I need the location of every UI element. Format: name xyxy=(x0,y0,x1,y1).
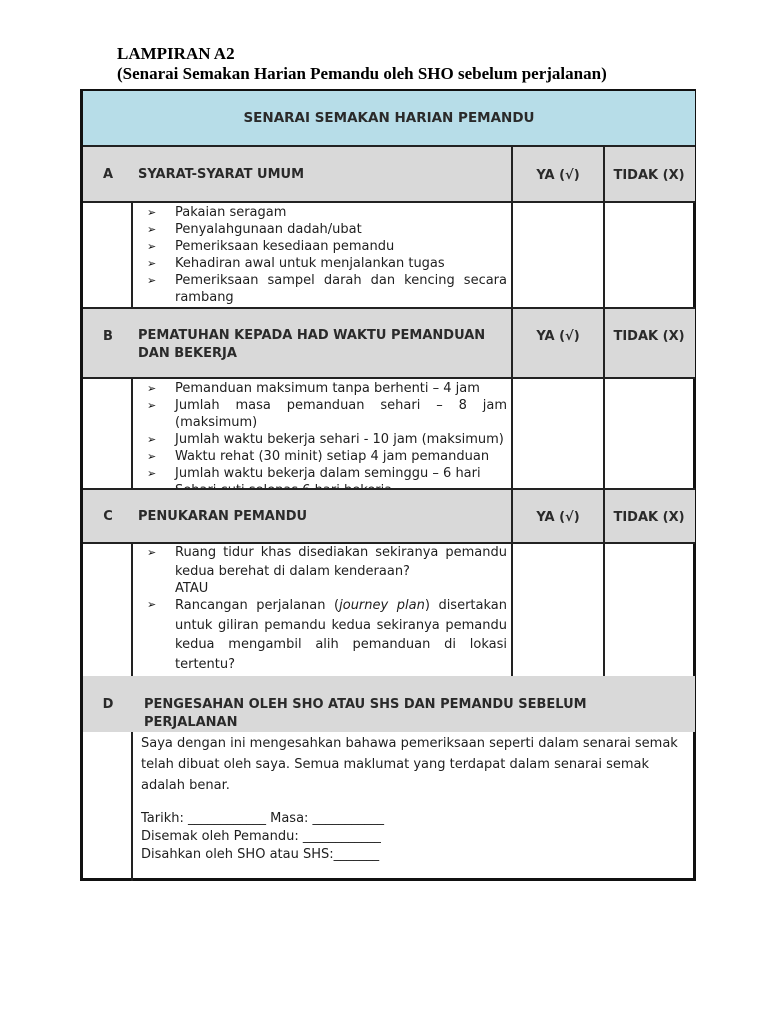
list-item: ➢ Waktu rehat (30 minit) setiap 4 jam pemanduan xyxy=(147,449,490,464)
section-b-items xyxy=(141,380,507,499)
arrow-bullet-icon: ➢ xyxy=(147,240,157,253)
list-item: ➢ Pemeriksaan sampel darah dan kencing secara rambang xyxy=(147,273,507,305)
arrow-bullet-icon: ➢ xyxy=(147,546,157,559)
section-a-letter: A xyxy=(102,167,114,182)
arrow-bullet-icon: ➢ xyxy=(147,257,157,270)
arrow-bullet-icon: ➢ xyxy=(147,467,157,480)
section-a-title: SYARAT-SYARAT UMUM xyxy=(138,167,305,182)
section-a-ya-label: YA (√) xyxy=(536,168,580,183)
tidak-column-divider xyxy=(603,147,605,676)
arrow-bullet-icon: ➢ xyxy=(147,450,157,463)
section-b-letter: B xyxy=(103,329,113,344)
list-item: ➢ Pemeriksaan kesediaan pemandu xyxy=(147,239,395,254)
section-b-title: PEMATUHAN KEPADA HAD WAKTU PEMANDUAN DAN BEKERJA xyxy=(138,328,486,361)
page-subtitle: (Senarai Semakan Harian Pemandu oleh SHO sebelum perjalanan) xyxy=(117,64,607,83)
arrow-bullet-icon: ➢ xyxy=(147,399,157,412)
section-b-ya-label: YA (√) xyxy=(536,329,580,344)
arrow-bullet-icon: ➢ xyxy=(147,223,157,236)
section-c-title: PENUKARAN PEMANDU xyxy=(138,509,308,524)
arrow-bullet-icon: ➢ xyxy=(147,206,157,219)
list-item: ➢ Jumlah masa pemanduan sehari – 8 jam (maksimum) xyxy=(147,398,507,430)
list-item: ➢ Penyalahgunaan dadah/ubat xyxy=(147,222,362,237)
section-c-ya-label: YA (√) xyxy=(536,510,580,525)
arrow-bullet-icon: ➢ xyxy=(147,274,157,287)
tarikh-masa-line: Tarikh: ____________ Masa: ___________ xyxy=(141,811,385,826)
list-item: ➢ Jumlah waktu bekerja sehari - 10 jam (maksimum) xyxy=(147,432,504,447)
section-c-items-2 xyxy=(141,596,507,674)
checklist-table xyxy=(80,89,696,881)
section-d-letter: D xyxy=(102,697,114,712)
section-a-items xyxy=(141,204,507,306)
list-item: ➢ Rancangan perjalanan (journey plan) disertakan untuk giliran pemandu kedua sekiranya pemandu kedua mengambil alih pemanduan di lokasi tertentu? xyxy=(147,598,507,672)
section-c-tidak-label: TIDAK (X) xyxy=(613,510,685,525)
section-d-title: PENGESAHAN OLEH SHO ATAU SHS DAN PEMANDU SEBELUM PERJALANAN xyxy=(144,697,587,730)
disemak-line: Disemak oleh Pemandu: ____________ xyxy=(141,829,381,844)
list-item: ➢ Pakaian seragam xyxy=(147,205,287,220)
arrow-bullet-icon: ➢ xyxy=(147,382,157,395)
arrow-bullet-icon: ➢ xyxy=(147,433,157,446)
section-a-tidak-label: TIDAK (X) xyxy=(613,168,685,183)
list-item: ➢ Jumlah waktu bekerja dalam seminggu – 6 hari xyxy=(147,466,481,481)
ya-column-divider xyxy=(511,147,513,676)
list-item: ➢ Pemanduan maksimum tanpa berhenti – 4 jam xyxy=(147,381,480,396)
atau-label: ATAU xyxy=(175,581,209,596)
table-title: SENARAI SEMAKAN HARIAN PEMANDU xyxy=(83,91,695,147)
declaration-text: Saya dengan ini mengesahkan bahawa pemeriksaan seperti dalam senarai semak telah dibuat oleh saya. Semua maklumat yang terdapat dalam senarai semak adalah benar. xyxy=(141,736,678,793)
section-c-letter: C xyxy=(103,509,113,524)
disahkan-line: Disahkan oleh SHO atau SHS:_______ xyxy=(141,847,380,862)
section-c-items xyxy=(141,544,507,581)
page-title: LAMPIRAN A2 xyxy=(117,44,235,63)
section-b-tidak-label: TIDAK (X) xyxy=(613,329,685,344)
list-item: ➢ Ruang tidur khas disediakan sekiranya pemandu kedua berehat di dalam kenderaan? xyxy=(147,545,507,579)
arrow-bullet-icon: ➢ xyxy=(147,598,157,611)
list-item: ➢ Kehadiran awal untuk menjalankan tugas xyxy=(147,256,445,271)
